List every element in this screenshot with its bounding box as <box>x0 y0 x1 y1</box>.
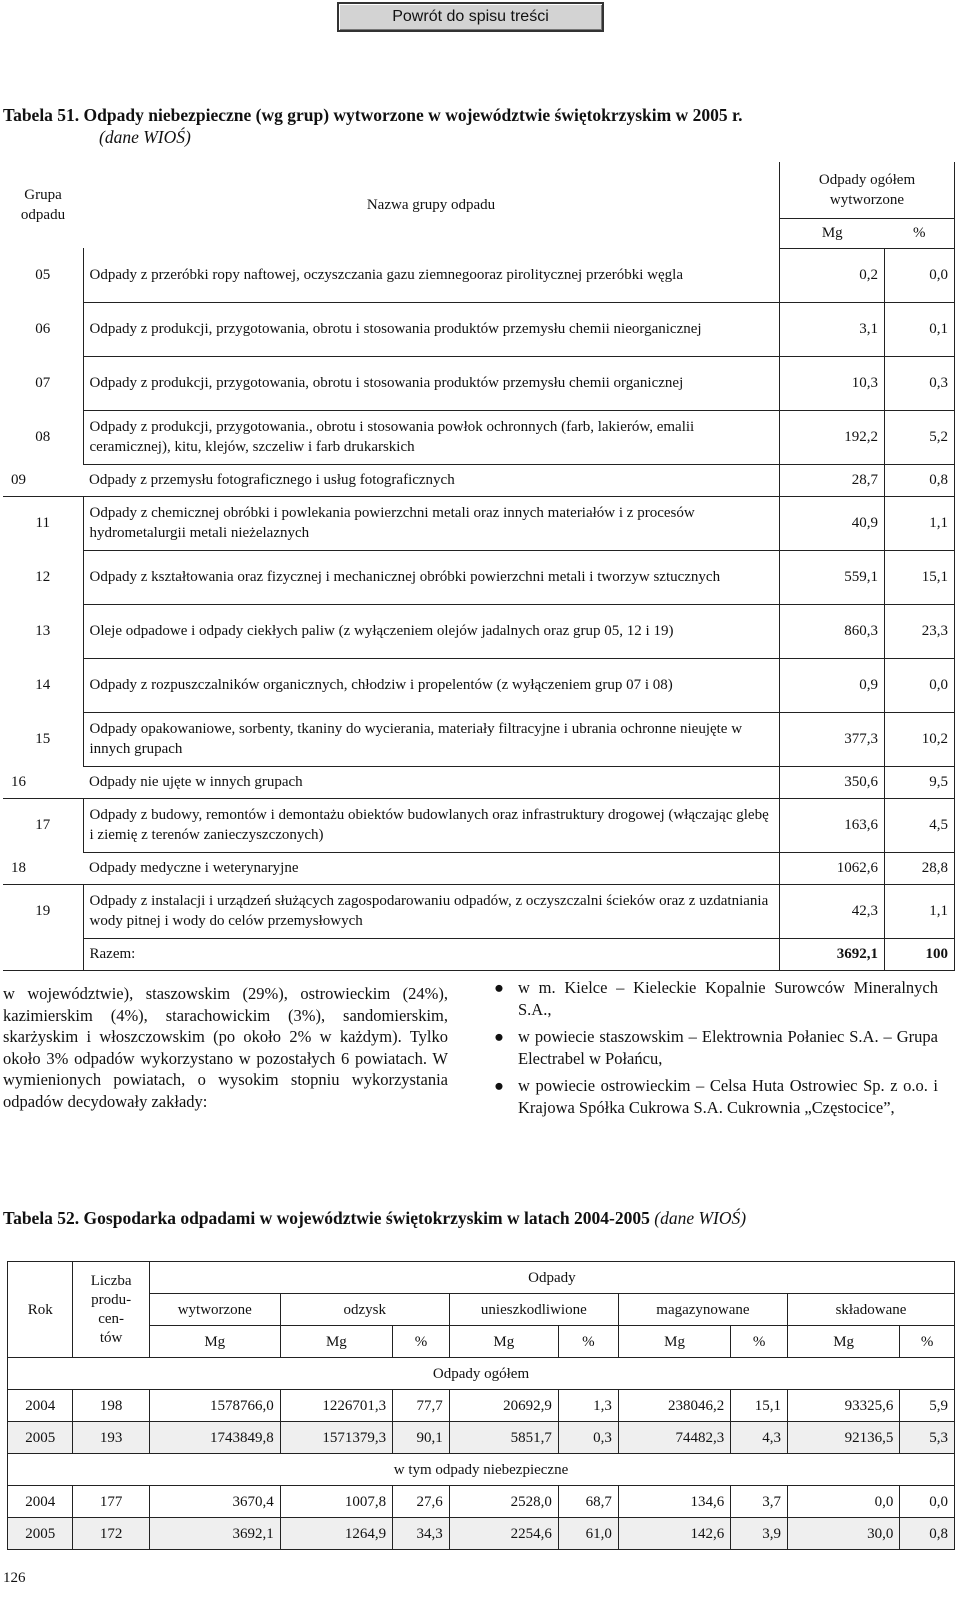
table52-caption-title: Tabela 52. Gospodarka odpadami w województwie świętokrzyskim w latach 2004-2005 <box>3 1208 650 1228</box>
t51-row <box>3 712 955 766</box>
t52-cell: 4,3 <box>731 1422 788 1454</box>
t52-header-liczba: Liczba produ- cen- tów <box>73 1262 149 1358</box>
bullet-dot-icon: ● <box>494 978 504 997</box>
t52-header-unieszkodliwione: unieszkodliwione <box>449 1294 618 1326</box>
table52-caption <box>3 1207 958 1229</box>
bullet-text: w powiecie ostrowieckim – Celsa Huta Ostrowiec Sp. z o.o. i Krajowa Spółka Cukrowa S.A. Cukrownia „Częstocice”, <box>518 1076 938 1117</box>
t52-cell: 20692,9 <box>449 1390 558 1422</box>
t51-cell-name: Odpady z budowy, remontów i demontażu obiektów budowlanych oraz infrastruktury drogowej (włączając glebę i ziemię z terenów zanieczyszczonych) <box>83 798 780 852</box>
t51-cell-name: Odpady nie ujęte w innych grupach <box>83 766 780 798</box>
t51-cell-pct: 0,1 <box>885 302 955 356</box>
t51-cell-code: 15 <box>35 731 51 747</box>
t51-cell-mg: 192,2 <box>780 410 885 464</box>
t52-cell: 198 <box>73 1390 149 1422</box>
t52-cell: 238046,2 <box>618 1390 730 1422</box>
t52-row <box>8 1518 955 1550</box>
t52-cell: 2004 <box>8 1390 73 1422</box>
t51-cell-mg: 559,1 <box>780 550 885 604</box>
t51-cell-name: Odpady z instalacji i urządzeń służących zagospodarowaniu odpadów, z oczyszczalni ścieków oraz z uzdatniania wody pitnej i wody do celów przemysłowych <box>83 884 780 938</box>
table52 <box>7 1261 955 1550</box>
t52-cell: 1578766,0 <box>149 1390 280 1422</box>
t51-cell-mg: 350,6 <box>780 766 885 798</box>
body-text-left: w województwie), staszowskim (29%), ostrowieckim (24%), kazimierskim (4%), starachowickim (3%), sandomierskim, skarżyskim i włoszczowskim (po około 2% w każdym). Tylko około 3% odpadów wykorzystano w pozostałych 6 powiatach. W wymienionych powiatach, o wysokim stopniu wykorzystania odpadów decydowały zakłady: <box>3 984 448 1111</box>
t52-section-total: Odpady ogółem <box>8 1358 955 1390</box>
t51-header-pct: % <box>885 218 955 248</box>
table51 <box>3 162 955 971</box>
page-number: 126 <box>3 1570 26 1586</box>
t52-header-rok: Rok <box>8 1262 73 1358</box>
t52-row <box>8 1390 955 1422</box>
t51-cell-mg: 3,1 <box>780 302 885 356</box>
t52-cell: 34,3 <box>393 1518 450 1550</box>
t51-row <box>3 766 955 798</box>
bullet-item <box>490 977 938 1020</box>
t52-cell: 2004 <box>8 1486 73 1518</box>
table51-caption <box>3 104 958 148</box>
t52-cell: 0,8 <box>900 1518 955 1550</box>
t51-cell-mg: 860,3 <box>780 604 885 658</box>
t51-cell-name: Odpady z rozpuszczalników organicznych, chłodziw i propelentów (z wyłączeniem grup 07 i 08) <box>83 658 780 712</box>
t52-cell: 5,9 <box>900 1390 955 1422</box>
bullet-item <box>490 1075 938 1118</box>
t52-cell: 1007,8 <box>280 1486 392 1518</box>
t52-cell: 2528,0 <box>449 1486 558 1518</box>
t51-header-name: Nazwa grupy odpadu <box>366 197 496 213</box>
t51-cell-pct: 1,1 <box>885 496 955 550</box>
t51-cell-pct: 5,2 <box>885 410 955 464</box>
t51-row <box>3 550 955 604</box>
t52-unit-pct: % <box>393 1326 450 1358</box>
t51-cell-pct: 10,2 <box>885 712 955 766</box>
t52-cell: 1743849,8 <box>149 1422 280 1454</box>
t52-header-wytworzone: wytworzone <box>149 1294 280 1326</box>
t52-unit-mg: Mg <box>149 1326 280 1358</box>
t51-cell-name: Odpady medyczne i weterynaryjne <box>83 852 780 884</box>
table52-caption-source: (dane WIOŚ) <box>654 1208 747 1228</box>
t52-unit-mg: Mg <box>618 1326 730 1358</box>
t51-cell-pct: 1,1 <box>885 884 955 938</box>
t52-cell: 3,7 <box>731 1486 788 1518</box>
t51-row <box>3 248 955 302</box>
t51-cell-pct: 9,5 <box>885 766 955 798</box>
t52-cell: 193 <box>73 1422 149 1454</box>
t51-row <box>3 302 955 356</box>
t52-unit-mg: Mg <box>449 1326 558 1358</box>
bullet-item <box>490 1026 938 1069</box>
t52-header-odpady: Odpady <box>149 1262 954 1294</box>
t52-cell: 77,7 <box>393 1390 450 1422</box>
t52-cell: 27,6 <box>393 1486 450 1518</box>
t52-cell: 3670,4 <box>149 1486 280 1518</box>
t51-cell-mg: 42,3 <box>780 884 885 938</box>
t51-total-pct: 100 <box>885 938 955 970</box>
t52-cell: 1264,9 <box>280 1518 392 1550</box>
t51-cell-pct: 28,8 <box>885 852 955 884</box>
t51-cell-name: Odpady z chemicznej obróbki i powlekania powierzchni metali oraz innych materiałów i z procesów hydrometalurgii metali nieżelaznych <box>83 496 780 550</box>
t51-cell-code: 11 <box>35 515 50 532</box>
t51-row <box>3 658 955 712</box>
t52-cell: 0,3 <box>558 1422 618 1454</box>
t52-cell: 93325,6 <box>787 1390 899 1422</box>
t51-row <box>3 410 955 464</box>
t52-header-skladowane: składowane <box>787 1294 954 1326</box>
t51-cell-code: 19 <box>35 903 51 920</box>
t51-header-mg: Mg <box>780 218 885 248</box>
t51-cell-code: 12 <box>35 569 51 585</box>
t52-unit-pct: % <box>558 1326 618 1358</box>
t51-cell-pct: 0,3 <box>885 356 955 410</box>
t51-row <box>3 884 955 938</box>
t52-row <box>8 1422 955 1454</box>
t51-cell-mg: 40,9 <box>780 496 885 550</box>
t52-unit-mg: Mg <box>280 1326 392 1358</box>
t51-cell-mg: 1062,6 <box>780 852 885 884</box>
t51-cell-code: 06 <box>35 321 51 337</box>
table51-caption-source: (dane WIOŚ) <box>99 127 191 147</box>
t52-cell: 0,0 <box>900 1486 955 1518</box>
t51-cell-pct: 0,8 <box>885 464 955 496</box>
t51-cell-code: 18 <box>3 852 83 884</box>
t51-row <box>3 604 955 658</box>
t52-header-magazynowane: magazynowane <box>618 1294 787 1326</box>
t51-cell-code: 09 <box>3 464 83 496</box>
t52-cell: 1226701,3 <box>280 1390 392 1422</box>
t51-cell-pct: 23,3 <box>885 604 955 658</box>
t51-cell-code: 07 <box>35 375 51 391</box>
t52-cell: 3,9 <box>731 1518 788 1550</box>
t52-unit-pct: % <box>731 1326 788 1358</box>
t52-cell: 74482,3 <box>618 1422 730 1454</box>
t51-cell-name: Oleje odpadowe i odpady ciekłych paliw (z wyłączeniem olejów jadalnych oraz grup 05, 12 i 19) <box>83 604 780 658</box>
t52-cell: 172 <box>73 1518 149 1550</box>
t51-cell-name: Odpady z przemysłu fotograficznego i usług fotograficznych <box>83 464 780 496</box>
t52-cell: 2005 <box>8 1422 73 1454</box>
t51-cell-name: Odpady z produkcji, przygotowania, obrotu i stosowania produktów przemysłu chemii organicznej <box>83 356 780 410</box>
t52-cell: 68,7 <box>558 1486 618 1518</box>
bullet-text: w powiecie staszowskim – Elektrownia Połaniec S.A. – Grupa Electrabel w Połańcu, <box>518 1027 938 1068</box>
t51-cell-pct: 15,1 <box>885 550 955 604</box>
t52-cell: 5851,7 <box>449 1422 558 1454</box>
t51-row <box>3 356 955 410</box>
t52-cell: 142,6 <box>618 1518 730 1550</box>
table51-caption-title: Tabela 51. Odpady niebezpieczne (wg grup) wytworzone w województwie świętokrzyskim w 2005 r. <box>3 105 743 125</box>
t51-row <box>3 798 955 852</box>
t51-header-total: Odpady ogółem wytworzone <box>780 162 955 218</box>
t51-cell-mg: 0,9 <box>780 658 885 712</box>
t52-cell: 61,0 <box>558 1518 618 1550</box>
t52-cell: 0,0 <box>787 1486 899 1518</box>
t51-cell-code: 13 <box>35 623 51 639</box>
t52-cell: 92136,5 <box>787 1422 899 1454</box>
t51-cell-pct: 4,5 <box>885 798 955 852</box>
t51-total-mg: 3692,1 <box>780 938 885 970</box>
t51-cell-pct: 0,0 <box>885 658 955 712</box>
t52-cell: 5,3 <box>900 1422 955 1454</box>
t51-cell-mg: 0,2 <box>780 248 885 302</box>
t51-cell-code: 17 <box>35 817 51 834</box>
t51-cell-mg: 10,3 <box>780 356 885 410</box>
t52-cell: 1,3 <box>558 1390 618 1422</box>
t52-cell: 2254,6 <box>449 1518 558 1550</box>
bullet-text: w m. Kielce – Kieleckie Kopalnie Surowców Mineralnych S.A., <box>518 978 938 1019</box>
t51-cell-name: Odpady z kształtowania oraz fizycznej i mechanicznej obróbki powierzchni metali i tworzyw sztucznych <box>83 550 780 604</box>
t51-cell-code: 05 <box>35 267 51 283</box>
t51-row <box>3 496 955 550</box>
t51-cell-mg: 28,7 <box>780 464 885 496</box>
t51-cell-mg: 377,3 <box>780 712 885 766</box>
t52-cell: 3692,1 <box>149 1518 280 1550</box>
t51-row <box>3 852 955 884</box>
t52-unit-pct: % <box>900 1326 955 1358</box>
t51-cell-code: 16 <box>3 766 83 798</box>
t51-cell-code: 14 <box>35 677 51 693</box>
t52-cell: 134,6 <box>618 1486 730 1518</box>
t52-section-hazardous: w tym odpady niebezpieczne <box>8 1454 955 1486</box>
t51-cell-mg: 163,6 <box>780 798 885 852</box>
bullet-dot-icon: ● <box>494 1027 504 1046</box>
t51-cell-pct: 0,0 <box>885 248 955 302</box>
t52-cell: 90,1 <box>393 1422 450 1454</box>
t51-cell-code: 08 <box>35 429 51 445</box>
t51-row <box>3 464 955 496</box>
t51-header-group: Grupa odpadu <box>20 187 66 223</box>
t52-header-odzysk: odzysk <box>280 1294 449 1326</box>
t52-unit-mg: Mg <box>787 1326 899 1358</box>
t51-cell-name: Odpady z produkcji, przygotowania, obrotu i stosowania produktów przemysłu chemii nieorganicznej <box>83 302 780 356</box>
t51-total-label: Razem: <box>83 938 780 970</box>
t51-cell-name: Odpady z produkcji, przygotowania., obrotu i stosowania powłok ochronnych (farb, lakierów, emalii ceramicznej), kitu, klejów, szczeliw i farb drukarskich <box>83 410 780 464</box>
t51-cell-name: Odpady z przeróbki ropy naftowej, oczyszczania gazu ziemnegooraz pirolitycznej przeróbki węgla <box>83 248 780 302</box>
t51-cell-name: Odpady opakowaniowe, sorbenty, tkaniny do wycierania, materiały filtracyjne i ubrania ochronne nieujęte w innych grupach <box>83 712 780 766</box>
t52-cell: 177 <box>73 1486 149 1518</box>
bullet-dot-icon: ● <box>494 1076 504 1095</box>
t52-row <box>8 1486 955 1518</box>
t52-cell: 15,1 <box>731 1390 788 1422</box>
body-bullets <box>490 977 938 1124</box>
t52-cell: 2005 <box>8 1518 73 1550</box>
t52-cell: 1571379,3 <box>280 1422 392 1454</box>
t52-cell: 30,0 <box>787 1518 899 1550</box>
back-to-contents-button[interactable]: Powrót do spisu treści <box>337 2 604 32</box>
